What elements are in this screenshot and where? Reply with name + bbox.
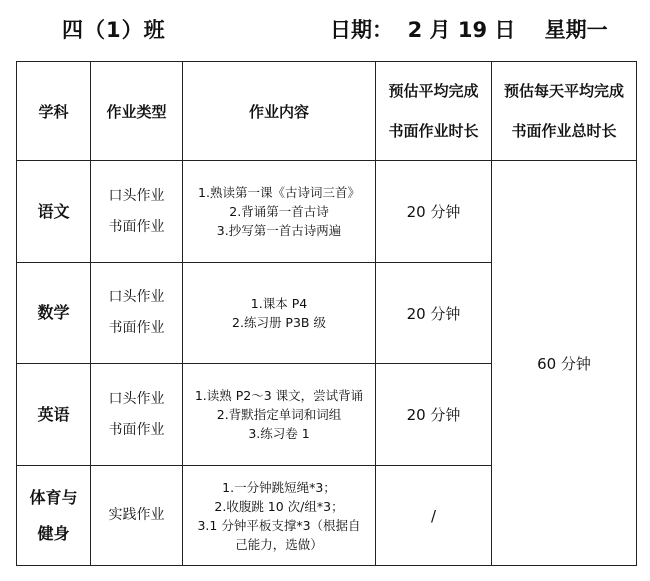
header-avg-time-line2: 书面作业时长 bbox=[388, 122, 479, 140]
table-header-row bbox=[17, 62, 637, 161]
content-item: 3.练习卷 1 bbox=[248, 426, 310, 441]
class-title: 四（1）班 bbox=[62, 18, 166, 42]
type-label: 口头作业 bbox=[108, 289, 165, 305]
table-row-chinese bbox=[17, 161, 637, 263]
content-item: 1.课本 P4 bbox=[250, 296, 308, 311]
subject-cell bbox=[17, 466, 91, 566]
content-item: 己能力，选做） bbox=[235, 536, 323, 552]
type-cell bbox=[91, 466, 183, 566]
content-cell bbox=[183, 364, 376, 466]
type-label: 口头作业 bbox=[108, 187, 165, 204]
type-cell bbox=[91, 263, 183, 364]
subject-cell bbox=[17, 161, 91, 263]
type-cell bbox=[91, 364, 183, 466]
homework-table bbox=[16, 61, 637, 566]
content-item: 1.读熟 P2～3 课文，尝试背诵 bbox=[194, 388, 364, 403]
content-cell bbox=[183, 263, 376, 364]
content-item: 2.背默指定单词和词组 bbox=[216, 407, 342, 422]
header-total-time-line2: 书面作业总时长 bbox=[511, 122, 617, 140]
header-content: 作业内容 bbox=[183, 62, 376, 161]
type-label: 口头作业 bbox=[108, 390, 165, 407]
type-label: 书面作业 bbox=[108, 218, 165, 235]
subject-label: 体育与 bbox=[29, 487, 78, 507]
type-label: 书面作业 bbox=[108, 320, 165, 336]
subject-label: 语文 bbox=[37, 201, 70, 221]
content-item: 1.熟读第一课《古诗词三首》 bbox=[198, 185, 360, 200]
type-cell bbox=[91, 161, 183, 263]
avg-time-cell: / bbox=[376, 466, 492, 566]
subject-label: 英语 bbox=[37, 404, 70, 424]
content-item: 1.一分钟跳短绳*3； bbox=[222, 479, 336, 495]
subject-label: 健身 bbox=[37, 523, 70, 543]
subject-cell bbox=[17, 364, 91, 466]
avg-time-cell: 20 分钟 bbox=[376, 364, 492, 466]
content-item: 2.收腹跳 10 次/组*3； bbox=[214, 498, 344, 514]
header-avg-time bbox=[376, 62, 492, 161]
type-label: 书面作业 bbox=[108, 421, 165, 438]
header-type: 作业类型 bbox=[91, 62, 183, 161]
header-total-time-line1: 预估每天平均完成 bbox=[503, 82, 624, 100]
header-total-time bbox=[492, 62, 637, 161]
date-line: 日期： 2 月 19 日 星期一 bbox=[330, 18, 608, 42]
content-item: 3.1 分钟平板支撑*3（根据自 bbox=[197, 517, 361, 533]
header-subject: 学科 bbox=[17, 62, 91, 161]
type-label: 实践作业 bbox=[108, 507, 165, 523]
content-item: 2.背诵第一首古诗 bbox=[229, 204, 329, 219]
total-time-cell: 60 分钟 bbox=[492, 161, 637, 566]
content-cell bbox=[183, 161, 376, 263]
header-avg-time-line1: 预估平均完成 bbox=[388, 82, 479, 100]
content-item: 3.抄写第一首古诗两遍 bbox=[216, 223, 342, 238]
avg-time-cell: 20 分钟 bbox=[376, 161, 492, 263]
subject-label: 数学 bbox=[37, 303, 70, 322]
content-cell bbox=[183, 466, 376, 566]
page-header bbox=[0, 0, 650, 60]
subject-cell bbox=[17, 263, 91, 364]
content-item: 2.练习册 P3B 级 bbox=[232, 315, 326, 330]
avg-time-cell: 20 分钟 bbox=[376, 263, 492, 364]
